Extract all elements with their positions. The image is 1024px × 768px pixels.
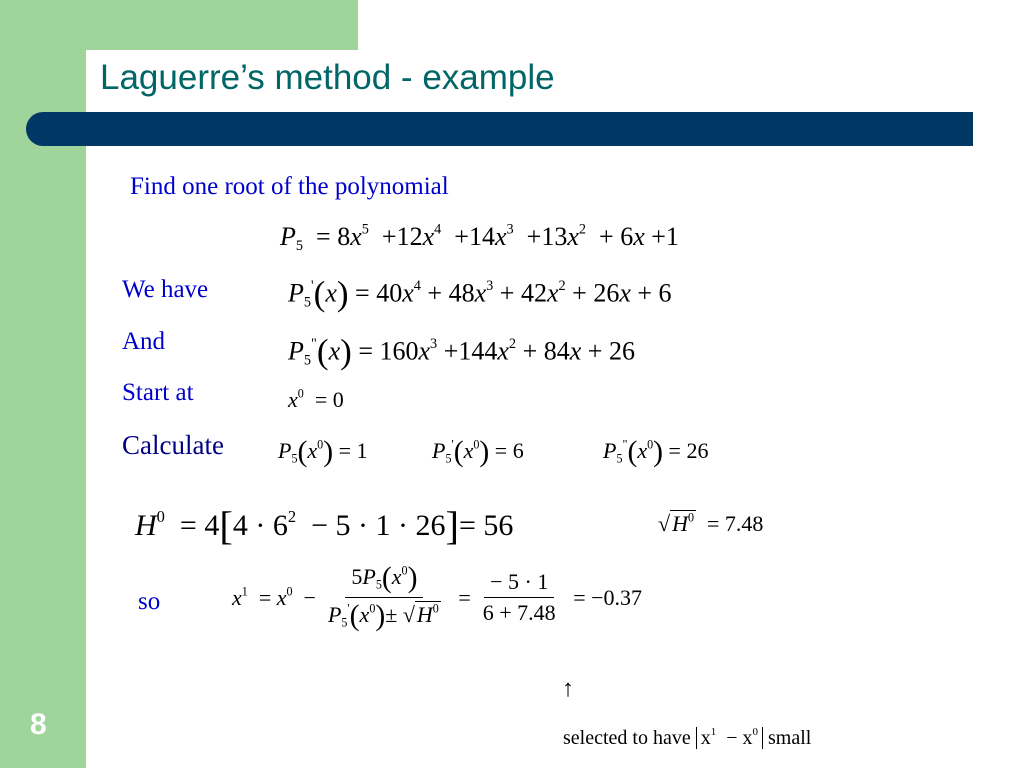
equation-x1: $x^1 = x^0$ − $\frac{5P_5(x^0)}{P_5'(x^0)\pm √H^0}$ = $\frac{- 5 \cdot 1}{6 + 7.48}$ = −0.37: [232, 562, 643, 632]
label-calculate: Calculate: [122, 430, 224, 460]
up-arrow-icon: ↑: [562, 676, 574, 702]
equation-sqrt-h0: $√H^0 = 7.48$: [658, 510, 764, 536]
label-so: so: [138, 588, 161, 615]
green-top-block: [86, 0, 358, 50]
equation-p5-double-prime-at-x0: $P_5^"(x^0) = 26$: [603, 436, 709, 468]
selection-note-small: small: [768, 727, 812, 749]
equation-p5-prime-at-x0: $P_5'(x^0) = 6$: [432, 436, 524, 468]
equation-x0: $x^0 = 0$: [288, 386, 344, 412]
label-we-have: We have: [122, 276, 209, 303]
label-and: And: [122, 328, 166, 355]
equation-p5-prime: $P_5'(x) = 40x^4 + 48x^3 + 42x^2 + 26x + 6$: [288, 274, 672, 313]
title-underline-bar: [26, 112, 973, 146]
intro-text: Find one root of the polynomial: [130, 173, 449, 200]
label-start-at: Start at: [122, 379, 194, 406]
equation-p5: $P_5 = 8x^5 +12x^4 +14x^3 +13x^2 + 6x +1$: [280, 221, 679, 254]
slide-number: 8: [30, 708, 47, 741]
equation-h0: $H^0 = 4[4 \cdot 6^2 - 5 \cdot 1 \cdot 26]= 56$: [135, 503, 514, 548]
selection-note-text: selected to have: [563, 727, 691, 749]
slide-title: Laguerre’s method - example: [100, 58, 555, 97]
equation-p5-double-prime: $P_5^"(x) = 160x^3 +144x^2 + 84x + 26$: [288, 332, 635, 371]
selection-note: selected to have $x^1 - x^0$ small: [563, 726, 812, 749]
equation-p5-at-x0: $P_5(x^0) = 1$: [278, 436, 368, 468]
